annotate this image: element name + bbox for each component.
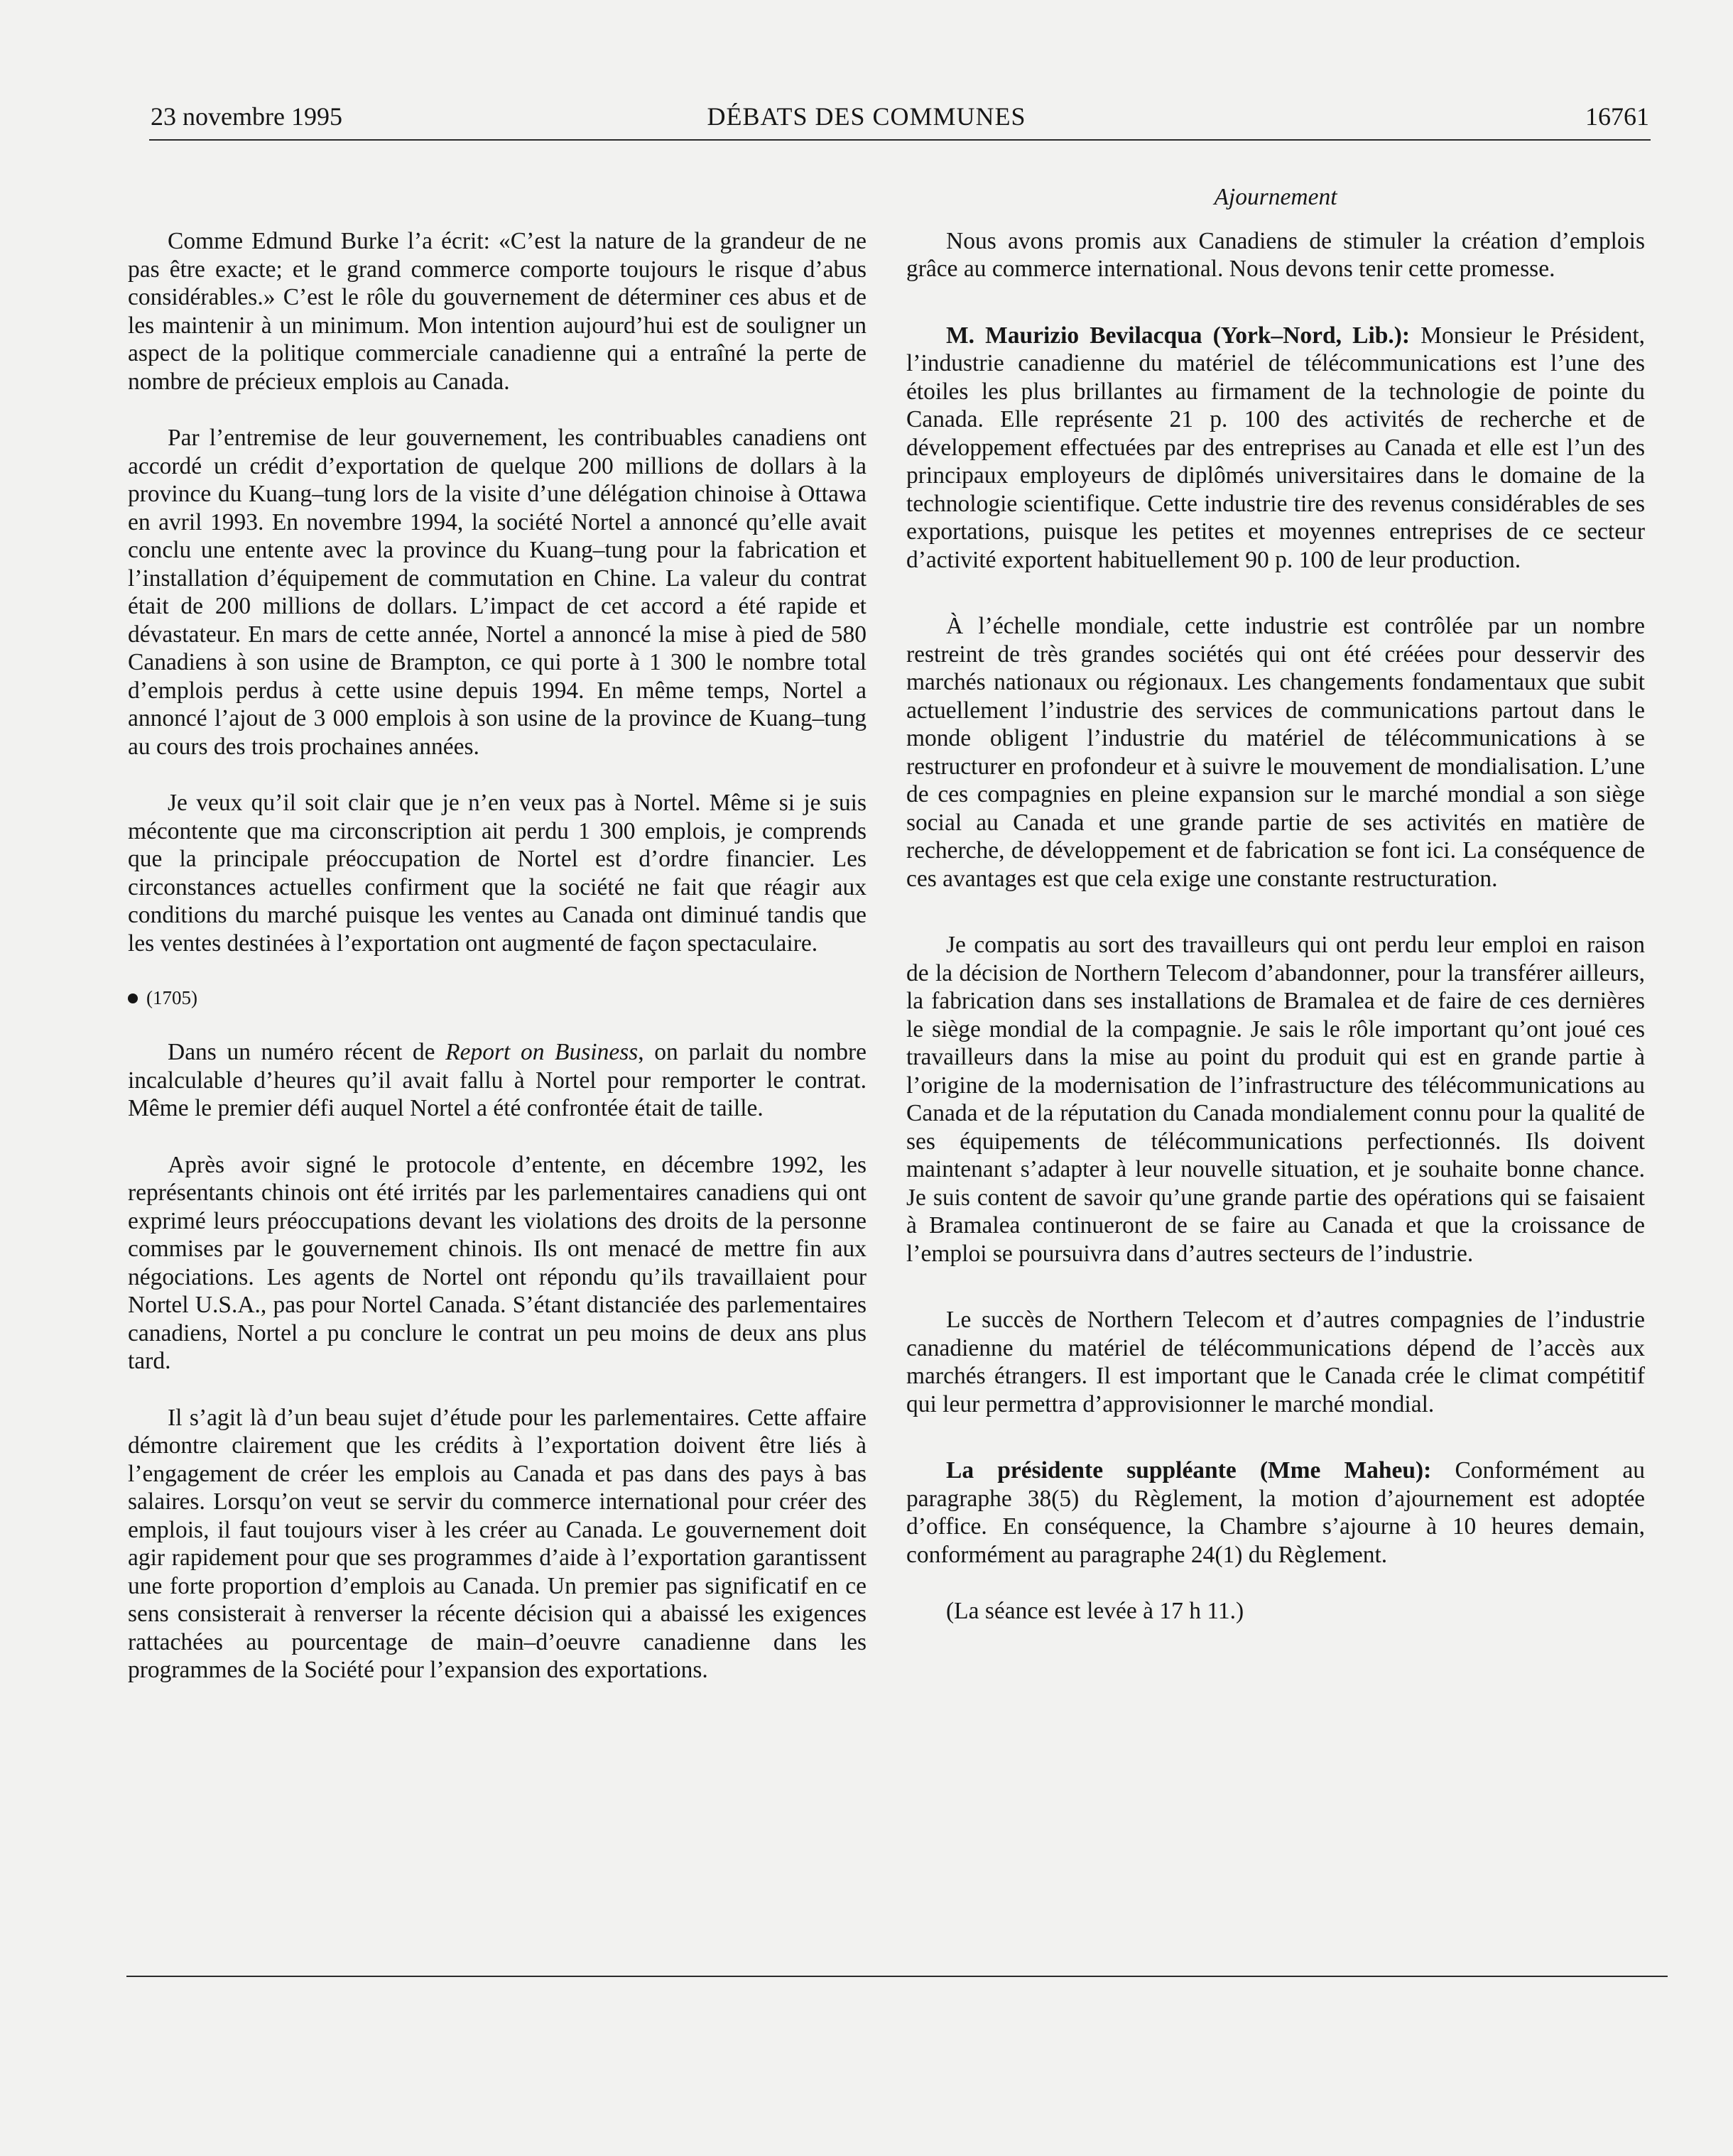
footer-rule [126, 1976, 1668, 1977]
left-paragraph-4-end: , on parlait du nombre incalculable d’heures qu’il avait fallu à Nortel pour remporter le contrat. Même le premier défi auquel Nortel a été confrontée était de taille. [128, 1039, 867, 1121]
closing-note: (La séance est levée à 17 h 11.) [946, 1598, 1244, 1624]
left-column [128, 227, 867, 1684]
left-paragraph-6: Il s’agit là d’un beau sujet d’étude pour les parlementaires. Cette affaire démontre clairement que les crédits à l’exportation doivent être liés à l’engagement de créer les emplois au Canada et pas dans des pays à bas salaires. Lorsqu’on veut se servir du commerce international pour créer des emplois, il faut toujours viser à les créer au Canada. Le gouvernement doit agir rapidement pour que ses programmes d’aide à l’exportation garantissent une forte proportion d’emplois au Canada. Un premier pas significatif en ce sens consisterait à renverser la récente décision qui a abaissé les exigences rattachées au pourcentage de main–d’oeuvre canadienne dans les programmes de la Société pour l’expansion des exportations. [128, 1404, 867, 1683]
left-paragraph-4-start: Dans un numéro récent de [168, 1039, 446, 1065]
right-paragraph-5: Le succès de Northern Telecom et d’autres compagnies de l’industrie canadienne du matériel de télécommunications dépend de l’accès aux marchés étrangers. Il est important que le Canada crée le climat compétitif qui leur permettra d’approvisionner le marché mondial. [906, 1307, 1645, 1417]
header-title: DÉBATS DES COMMUNES [707, 102, 1026, 131]
speaker-name: M. Maurizio Bevilacqua (York–Nord, Lib.): [946, 322, 1411, 349]
ruling-text: Conformément au paragraphe 38(5) du Règlement, la motion d’ajournement est adoptée d’office. En conséquence, la Chambre s’ajourne à 10 heures demain, conformément au paragraphe 24(1) du Règlement. [906, 1457, 1646, 1568]
bullet-icon [128, 993, 138, 1003]
timestamp-text: (1705) [146, 987, 197, 1008]
right-paragraph-4: Je compatis au sort des travailleurs qui ont perdu leur emploi en raison de la décision de Northern Telecom d’abandonner, pour la transférer ailleurs, la fabrication dans ses installations de Bramalea et de faire de ces dernières le siège mondial de la compagnie. Je sais le rôle important qu’ont joué ces travailleurs dans la mise au point du produit qui est en grande partie à l’origine de la modernisation de l’infrastructure des télécommunications au Canada et de la réputation du Canada mondialement connu pour la qualité de ses équipements de télécommunications perfectionnés. Ils doivent maintenant s’adapter à leur nouvelle situation, et je souhaite bonne chance. Je suis content de savoir qu’une grande partie des opérations qui se faisaient à Bramalea continueront de se faire au Canada et que la croissance de l’emploi se poursuivra dans d’autres secteurs de l’industrie. [906, 932, 1645, 1267]
timestamp [128, 986, 867, 1010]
left-paragraph-1: Comme Edmund Burke l’a écrit: «C’est la nature de la grandeur de ne pas être exacte; et le grand commerce comporte toujours le risque d’abus considérables.» C’est le rôle du gouvernement de déterminer ces abus et de les maintenir à un minimum. Mon intention aujourd’hui est de souligner un aspect de la politique commerciale canadienne qui a entraîné la perte de nombre de précieux emplois au Canada. [128, 228, 867, 395]
publication-title: Report on Business [445, 1039, 639, 1065]
page-number: 16761 [1585, 102, 1649, 131]
left-paragraph-2: Par l’entremise de leur gouvernement, les contribuables canadiens ont accordé un crédit d’exportation de quelque 200 millions de dollars à la province du Kuang–tung lors de la visite d’une délégation chinoise à Ottawa en avril 1993. En novembre 1994, la société Nortel a annoncé qu’elle avait conclu une entente avec la province du Kuang–tung pour la fabrication et l’installation d’équipement de commutation en Chine. La valeur du contrat était de 200 millions de dollars. L’impact de cet accord a été rapide et dévastateur. En mars de cette année, Nortel a annoncé la mise à pied de 580 Canadiens à son usine de Brampton, ce qui porte à 1 300 le nombre total d’emplois perdus à cette usine depuis 1994. En même temps, Nortel a annoncé l’ajout de 3 000 emplois à son usine de la province de Kuang–tung au cours des trois prochaines années. [128, 425, 867, 760]
header-date: 23 novembre 1995 [151, 102, 342, 131]
header-rule [149, 139, 1651, 141]
right-paragraph-2 [906, 322, 1645, 575]
right-paragraph-1: Nous avons promis aux Canadiens de stimuler la création d’emplois grâce au commerce international. Nous devons tenir cette promesse. [906, 227, 1645, 282]
presiding-officer: La présidente suppléante (Mme Maheu): [946, 1457, 1432, 1483]
right-paragraph-3: À l’échelle mondiale, cette industrie est contrôlée par un nombre restreint de très grandes sociétés qui ont été créées pour desservir des marchés nationaux ou régionaux. Les changements fondamentaux que subit actuellement l’industrie des services de communications partout dans le monde obligent l’industrie du matériel de télécommunications à se restructurer en profondeur et à suivre le mouvement de mondialisation. L’une de ces compagnies en pleine expansion sur le marché mondial a son siège social au Canada et une grande partie de ses activités en matière de recherche, de développement et de fabrication se font ici. La conséquence de ces avantages est que cela exige une constante restructuration. [906, 613, 1645, 892]
left-paragraph-3: Je veux qu’il soit clair que je n’en veux pas à Nortel. Même si je suis mécontente que ma circonscription ait perdu 1 300 emplois, je comprends que la principale préoccupation de Nortel est d’ordre financier. Les circonstances actuelles confirment que la société ne fait que réagir aux conditions du marché puisque les ventes au Canada ont diminué tandis que les ventes destinées à l’exportation ont augmenté de façon spectaculaire. [128, 790, 867, 957]
right-paragraph-6 [906, 1457, 1645, 1569]
left-paragraph-4 [128, 1038, 867, 1123]
left-paragraph-5: Après avoir signé le protocole d’entente, en décembre 1992, les représentants chinois ont été irrités par les parlementaires canadiens qui ont exprimé leurs préoccupations devant les violations des droits de la personne commises par le gouvernement chinois. Ils ont menacé de mettre fin aux négociations. Les agents de Nortel ont répondu qu’ils travaillaient pour Nortel U.S.A., pas pour Nortel Canada. S’étant distanciée des parlementaires canadiens, Nortel a pu conclure le contrat un peu moins de deux ans plus tard. [128, 1151, 867, 1374]
section-title: Ajournement [1214, 184, 1337, 210]
right-column [906, 183, 1645, 1626]
speech-text: Monsieur le Président, l’industrie canadienne du matériel de télécommunications est l’une des étoiles les plus brillantes au firmament de la technologie de pointe du Canada. Elle représente 21 p. 100 des activités de recherche et de développement effectuées par des entreprises au Canada et elle est l’un des principaux employeurs de diplômés universitaires dans le domaine de la technologie scientifique. Cette industrie tire des revenus considérables de ses exportations, puisque les petites et moyennes entreprises de ce secteur d’activité exportent habituellement 90 p. 100 de leur production. [906, 322, 1645, 573]
